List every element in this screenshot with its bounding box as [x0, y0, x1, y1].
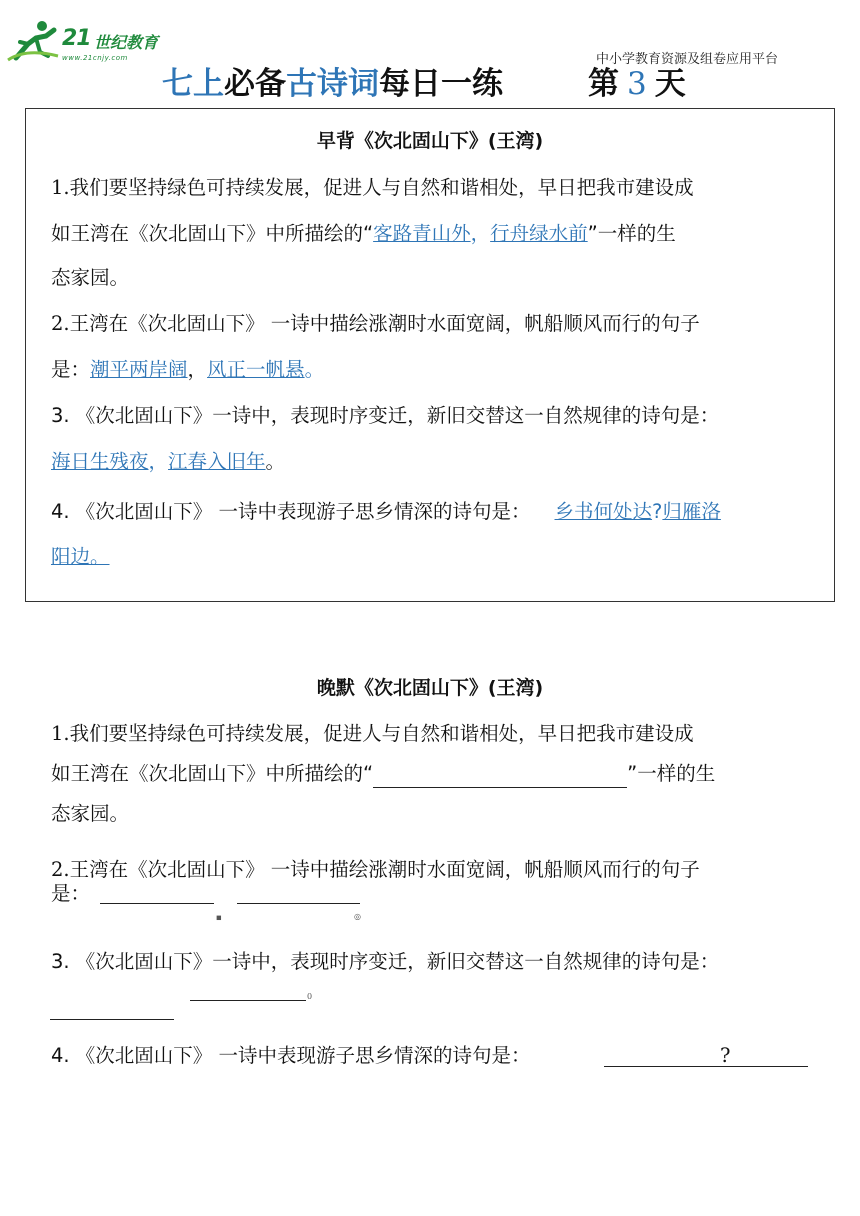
runner-icon — [6, 18, 62, 62]
day-label — [588, 62, 686, 106]
answer-blank[interactable] — [190, 1000, 306, 1001]
answer: 海日生残夜 — [51, 450, 149, 473]
evening-q1-line2: 如王湾在《次北固山下》中所描绘的“ ”一样的生 — [51, 760, 715, 788]
evening-q4-line1: 4. 《次北固山下》 一诗中表现游子思乡情深的诗句是： — [51, 1044, 531, 1067]
evening-q3-line1: 3. 《次北固山下》一诗中，表现时序变迁，新旧交替这一自然规律的诗句是： — [51, 950, 720, 973]
title-part-2: 必备 — [224, 66, 286, 102]
page-title — [162, 62, 503, 106]
day-suffix: 天 — [654, 66, 686, 102]
evening-q2-line1: 2.王湾在《次北固山下》 一诗中描绘涨潮时水面宽阔，帆船顺风而行的句子 — [51, 858, 700, 881]
title-part-4: 每日一练 — [379, 66, 503, 102]
answer-blank[interactable] — [100, 903, 214, 904]
evening-q1-line3: 态家园。 — [51, 802, 130, 825]
answer: 归雁洛 — [662, 500, 721, 523]
answer: 风正一帆悬 — [207, 358, 305, 381]
answer-blank[interactable] — [604, 1066, 808, 1067]
morning-section-title: 早背《次北固山下》(王湾) — [316, 130, 544, 152]
answer: 江春入旧年 — [168, 450, 266, 473]
answer: 阳边。 — [51, 545, 110, 568]
answer: 客路青山外 — [373, 222, 471, 245]
logo-number: 21 — [62, 26, 91, 51]
logo-text: 世纪教育 — [94, 33, 159, 52]
morning-q4-line2 — [51, 543, 126, 571]
logo-url: www.21cnjy.com — [62, 54, 128, 62]
morning-q3-line1: 3. 《次北固山下》一诗中，表现时序变迁，新旧交替这一自然规律的诗句是： — [51, 404, 720, 427]
evening-q2-line2: 是： — [51, 882, 91, 905]
day-prefix: 第 — [588, 66, 619, 102]
day-number: 3 — [627, 66, 647, 102]
platform-name: 中小学教育资源及组卷应用平台 — [596, 52, 779, 67]
title-part-3: 古诗词 — [286, 66, 379, 102]
logo — [6, 18, 166, 64]
morning-q2-line1: 2.王湾在《次北固山下》 一诗中描绘涨潮时水面宽阔，帆船顺风而行的句子 — [51, 312, 700, 335]
morning-q1-line3: 态家园。 — [51, 266, 130, 289]
morning-q2-line2: 是：潮平两岸阔，风正一帆悬。 — [51, 358, 325, 381]
morning-q1-line1: 1.我们要坚持绿色可持续发展，促进人与自然和谐相处，早日把我市建设成 — [51, 176, 694, 199]
answer: 乡书何处达 — [554, 500, 653, 523]
mark-zero: 0 — [307, 992, 313, 1001]
morning-q3-line2: 海日生残夜，江春入旧年。 — [51, 450, 286, 473]
evening-q1-line1: 1.我们要坚持绿色可持续发展，促进人与自然和谐相处，早日把我市建设成 — [51, 722, 694, 745]
morning-q4-line1: 4. 《次北固山下》 一诗中表现游子思乡情深的诗句是： 乡书何处达?归雁洛 — [51, 500, 721, 523]
answer-blank[interactable] — [50, 1019, 174, 1020]
question-mark: ? — [720, 1044, 731, 1067]
mark-dot: ◎ — [354, 912, 361, 921]
answer: 潮平两岸阔 — [90, 358, 188, 381]
answer: 行舟绿水前 — [490, 222, 588, 245]
evening-section-title: 晚默《次北固山下》(王湾) — [316, 677, 544, 699]
answer-blank[interactable] — [373, 765, 627, 788]
answer-blank[interactable] — [237, 903, 360, 904]
mark-dot: ◾ — [216, 913, 222, 922]
title-part-1: 七上 — [162, 66, 224, 102]
morning-q1-line2: 如王湾在《次北固山下》中所描绘的“客路青山外，行舟绿水前”一样的生 — [51, 222, 676, 245]
